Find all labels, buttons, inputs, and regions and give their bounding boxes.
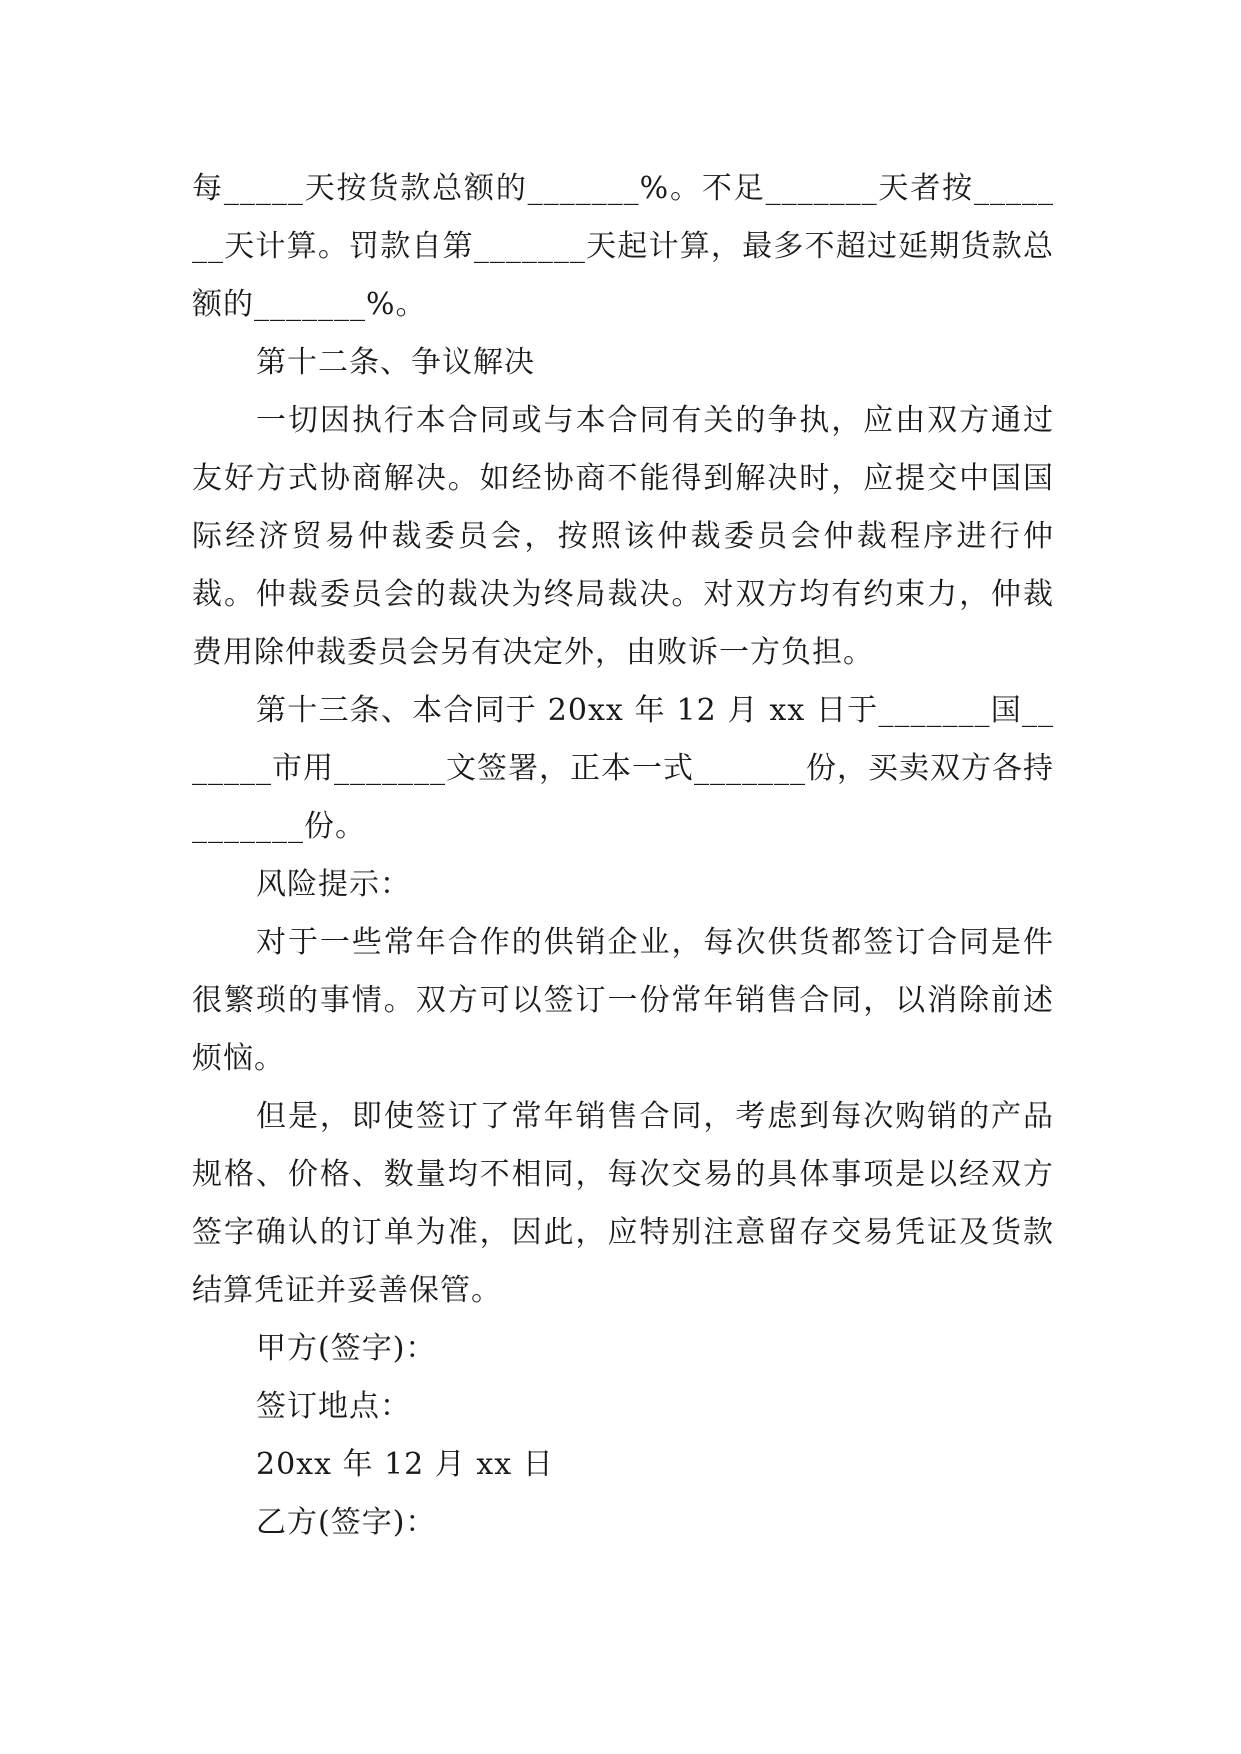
risk-notice-paragraph-1: 对于一些常年合作的供销企业，每次供货都签订合同是件很繁琐的事情。双方可以签订一份常年销售合同，以消除前述烦恼。 bbox=[192, 925, 1054, 1076]
article-13-paragraph: 第十三条、本合同于 20xx 年 12 月 xx 日于_______国_______市用_______文签署，正本一式_______份，买卖双方各持_______份。 bbox=[192, 693, 1054, 844]
dispute-resolution-paragraph: 一切因执行本合同或与本合同有关的争执，应由双方通过友好方式协商解决。如经协商不能得到解决时，应提交中国国际经济贸易仲裁委员会，按照该仲裁委员会仲裁程序进行仲裁。仲裁委员会的裁决为终局裁决。对双方均有约束力，仲裁费用除仲裁委员会另有决定外，由败诉一方负担。 bbox=[192, 403, 1054, 670]
document-body bbox=[192, 160, 1054, 1552]
risk-notice-heading: 风险提示： bbox=[256, 867, 411, 902]
penalty-clause-paragraph: 每_____天按货款总额的_______%。不足_______天者按_______天计算。罚款自第_______天起计算，最多不超过延期货款总额的_______%。 bbox=[192, 171, 1054, 322]
signing-location-line: 签订地点： bbox=[256, 1389, 411, 1424]
risk-notice-paragraph-2: 但是，即使签订了常年销售合同，考虑到每次购销的产品规格、价格、数量均不相同，每次交易的具体事项是以经双方签字确认的订单为准，因此，应特别注意留存交易凭证及货款结算凭证并妥善保管。 bbox=[192, 1099, 1054, 1308]
article-12-heading: 第十二条、争议解决 bbox=[256, 345, 535, 380]
signing-date-line: 20xx 年 12 月 xx 日 bbox=[256, 1447, 554, 1482]
party-a-signature-line: 甲方(签字)： bbox=[256, 1331, 437, 1366]
party-b-signature-line: 乙方(签字)： bbox=[256, 1505, 437, 1540]
